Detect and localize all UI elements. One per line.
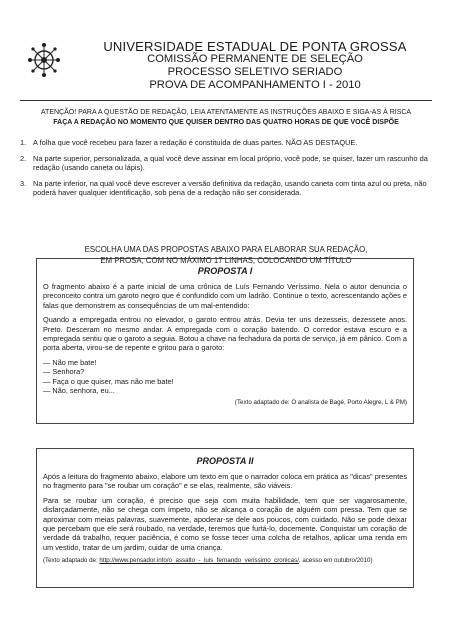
instructions-list xyxy=(20,138,432,204)
attention-line-1: ATENÇÃO! PARA A QUESTÃO DE REDAÇÃO, LEIA ATENTAMENTE AS INSTRUÇÕES ABAIXO E SIGA-AS À RISCA xyxy=(40,109,412,116)
instruction-text: Na parte superior, personalizada, a qual você deve assinar em local próprio, você pode, se quiser, fazer um rascunho da redação (usando caneta ou lápis). xyxy=(33,153,428,173)
instruction-item xyxy=(20,138,432,148)
proposal-1-dialogue xyxy=(43,358,407,396)
attention-notice xyxy=(20,108,432,128)
proposal-2-source xyxy=(43,557,407,565)
process-name: PROCESSO SELETIVO SERIADO xyxy=(167,66,343,78)
header-divider xyxy=(20,100,432,101)
instruction-number: 2. xyxy=(20,153,27,163)
proposal-1-box xyxy=(36,258,414,424)
proposal-2-box xyxy=(36,448,414,588)
proposal-1-excerpt: Quando a empregada entrou no elevador, o garoto entrou atrás. Devia ter uns dezesseis, dezessete anos. Preto. Desceram no mesmo andar. A empregada com o coração batendo. O corredor estava escuro e a empregada sentiu que o garoto a seguia. Botou a chave na fechadura da porta de serviço, já em pânico. Com a porta aberta, virou-se de repente e gritou para o garoto: xyxy=(43,315,407,353)
proposal-1-intro: O fragmento abaixo é a parte inicial de uma crônica de Luís Fernando Veríssimo. Nela o autor denuncia o preconceito contra um garoto negro que é confundido com um ladrão. Continue o texto, acrescentando ações e falas que demonstrem as consequências de um mal-entendido: xyxy=(43,282,407,310)
proposal-2-intro: Após a leitura do fragmento abaixo, elabore um texto em que o narrador coloca em prática as "dicas" presentes no fragmento para "se roubar um coração" e se elas, realmente, são viáveis. xyxy=(43,472,407,491)
dialogue-line: — Senhora? xyxy=(43,367,85,377)
dialogue-line: — Não me bate! xyxy=(43,357,97,367)
page-header xyxy=(70,40,440,92)
attention-line-2: FAÇA A REDAÇÃO NO MOMENTO QUE QUISER DENTRO DAS QUATRO HORAS DE QUE VOCÊ DISPÕE xyxy=(53,119,399,126)
university-logo xyxy=(24,40,64,80)
choose-line-2: EM PROSA, COM NO MÁXIMO 17 LINHAS, COLOCANDO UM TÍTULO xyxy=(100,256,352,265)
dialogue-line: — Faça o que quiser, mas não me bate! xyxy=(43,376,174,386)
proposal-1-title: PROPOSTA I xyxy=(197,266,253,276)
instruction-text: A folha que você recebeu para fazer a redação é constituída de duas partes. NÃO AS DESTAQUE. xyxy=(33,138,358,147)
university-name: UNIVERSIDADE ESTADUAL DE PONTA GROSSA xyxy=(103,39,407,54)
dialogue-line: — Não, senhora, eu... xyxy=(43,386,115,396)
instruction-item xyxy=(20,154,432,173)
source-link[interactable]: http://www.pensador.info/o_assalto_-_luis_fernando_verissimo_cronicas/ xyxy=(99,557,299,565)
instruction-item xyxy=(20,179,432,198)
choose-line-1: ESCOLHA UMA DAS PROPOSTAS ABAIXO PARA ELABORAR SUA REDAÇÃO, xyxy=(84,245,368,254)
exam-name: PROVA DE ACOMPANHAMENTO I - 2010 xyxy=(149,79,361,91)
proposal-2-title: PROPOSTA II xyxy=(196,456,254,466)
source-prefix: (Texto adaptado de: xyxy=(43,557,100,565)
instruction-number: 3. xyxy=(20,178,27,188)
instruction-number: 1. xyxy=(20,138,27,147)
instruction-text: Na parte inferior, na qual você deve escrever a versão definitiva da redação, usando caneta com tinta azul ou preta, não poderá haver qualquer identificação, sob pena de a redação não ser considerada. xyxy=(33,178,427,198)
source-suffix: , acesso em outubro/2010) xyxy=(298,557,373,565)
proposal-1-source: (Texto adaptado de: O analista de Bagé, Porto Alegre, L & PM) xyxy=(234,399,407,407)
commission-name: COMISSÃO PERMANENTE DE SELEÇÃO xyxy=(147,53,363,65)
proposal-2-excerpt: Para se roubar um coração, é preciso que seja com muita habilidade, tem que ser vagarosamente, disfarçadamente, não se chega com ímpeto, não se alcança o coração de alguém com pressa. Tem que se aproximar com meias palavras, suavemente, apoderar-se dele aos poucos, com cuidado. Não se pode deixar que percebam que ele será roubado, na verdade, teremos que furtá-lo, docemente. Conquistar um coração de verdade dá trabalho, requer paciência, é como se fosse tecer uma colcha de retalhos, aplicar uma renda em um vestido, tratar de um jardim, cuidar de uma criança. xyxy=(43,495,407,552)
